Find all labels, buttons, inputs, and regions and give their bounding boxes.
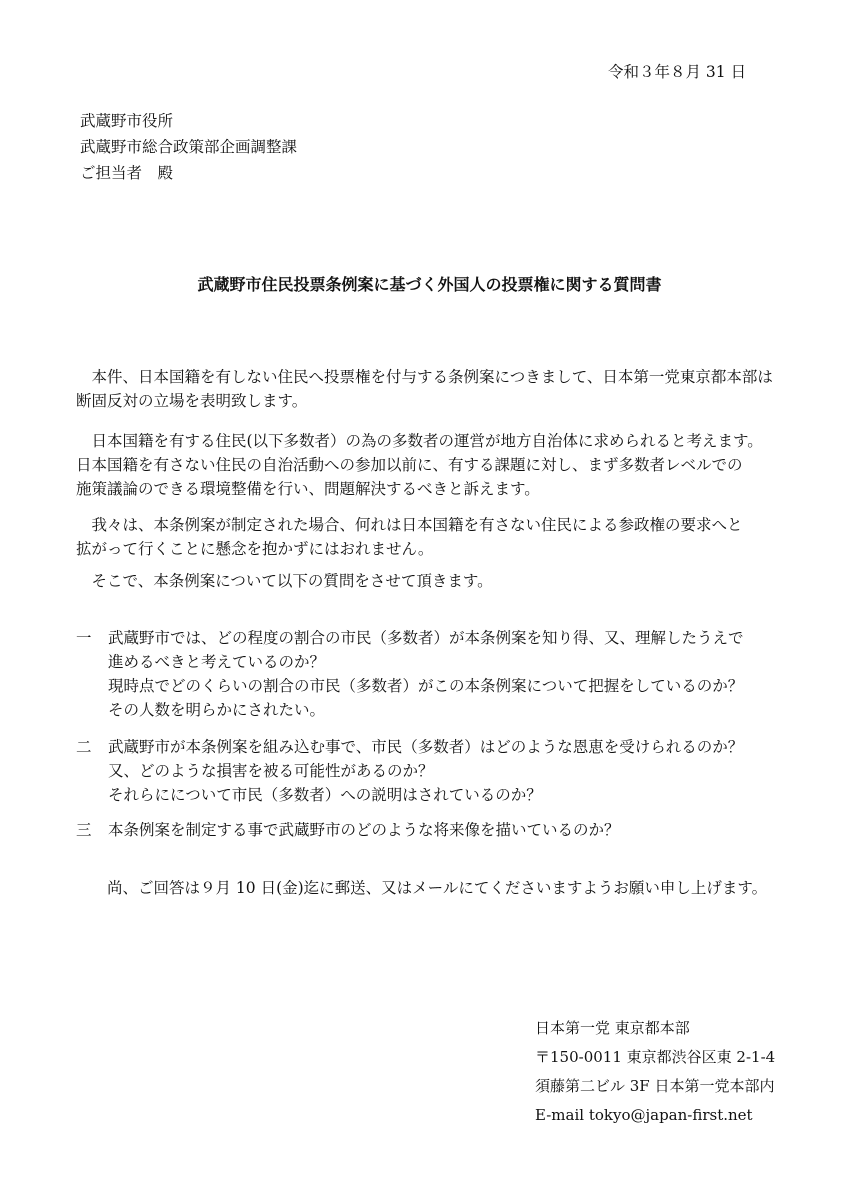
recipient-block: [80, 108, 297, 186]
body-paragraph: [76, 513, 743, 561]
question-line: 本条例案を制定する事で武蔵野市のどのような将来像を描いているのか？: [108, 821, 620, 839]
body-paragraph: [76, 569, 493, 593]
question-line: その人数を明らかにされたい。: [108, 701, 326, 719]
paragraph-line: そこで、本条例案について以下の質問をさせて頂きます。: [76, 572, 493, 590]
question-line: 又、どのような損害を被る可能性があるのか？: [108, 762, 434, 780]
signature-address: 〒150-0011 東京都渋谷区東 2-1-4: [535, 1048, 776, 1066]
question-line: それらにについて市民（多数者）への説明はされているのか？: [108, 786, 542, 804]
closing-paragraph: 尚、ご回答は９月 10 日(金)迄に郵送、又はメールにてくださいますようお願い申し上げます。: [76, 879, 768, 897]
body-paragraph: [76, 429, 763, 501]
question-line: 現時点でどのくらいの割合の市民（多数者）がこの本条例案について把握をしているのか？: [108, 677, 744, 695]
signature-org: 日本第一党 東京都本部: [535, 1019, 690, 1037]
question-number: 二: [76, 738, 92, 756]
paragraph-line: 我々は、本条例案が制定された場合、何れは日本国籍を有さない住民による参政権の要求へと: [76, 516, 743, 534]
recipient-line: 武蔵野市役所: [80, 112, 174, 130]
recipient-line: 武蔵野市総合政策部企画調整課: [80, 138, 298, 156]
question-line: 武蔵野市が本条例案を組み込む事で、市民（多数者）はどのような恩恵を受けられるのか？: [108, 738, 744, 756]
question-line: 進めるべきと考えているのか？: [108, 653, 326, 671]
recipient-line: ご担当者 殿: [80, 164, 174, 182]
body-paragraph: [76, 365, 773, 413]
signature-email: E-mail tokyo@japan-first.net: [535, 1106, 753, 1124]
question-line: 武蔵野市では、どの程度の割合の市民（多数者）が本条例案を知り得、又、理解したうえで: [108, 629, 744, 647]
signature-building: 須藤第二ビル 3F 日本第一党本部内: [535, 1077, 775, 1095]
question-item: [76, 735, 743, 807]
question-item: [76, 818, 620, 842]
signature-block: [535, 1014, 775, 1130]
paragraph-line: 本件、日本国籍を有しない住民へ投票権を付与する条例案につきまして、日本第一党東京都本部は: [76, 368, 773, 386]
letter-date: 令和３年８月 31 日: [608, 63, 747, 81]
paragraph-line: 断固反対の立場を表明致します。: [76, 392, 308, 410]
paragraph-line: 施策議論のできる環境整備を行い、問題解決するべきと訴えます。: [76, 480, 540, 498]
paragraph-line: 日本国籍を有さない住民の自治活動への参加以前に、有する課題に対し、まず多数者レベルでの: [76, 456, 743, 474]
document-title: 武蔵野市住民投票条例案に基づく外国人の投票権に関する質問書: [197, 275, 662, 294]
question-number: 一: [76, 629, 92, 647]
paragraph-line: 日本国籍を有する住民(以下多数者）の為の多数者の運営が地方自治体に求められると考えます。: [76, 432, 763, 450]
question-item: [76, 626, 744, 722]
paragraph-line: 拡がって行くことに懸念を抱かずにはおれません。: [76, 540, 434, 558]
question-number: 三: [76, 821, 92, 839]
